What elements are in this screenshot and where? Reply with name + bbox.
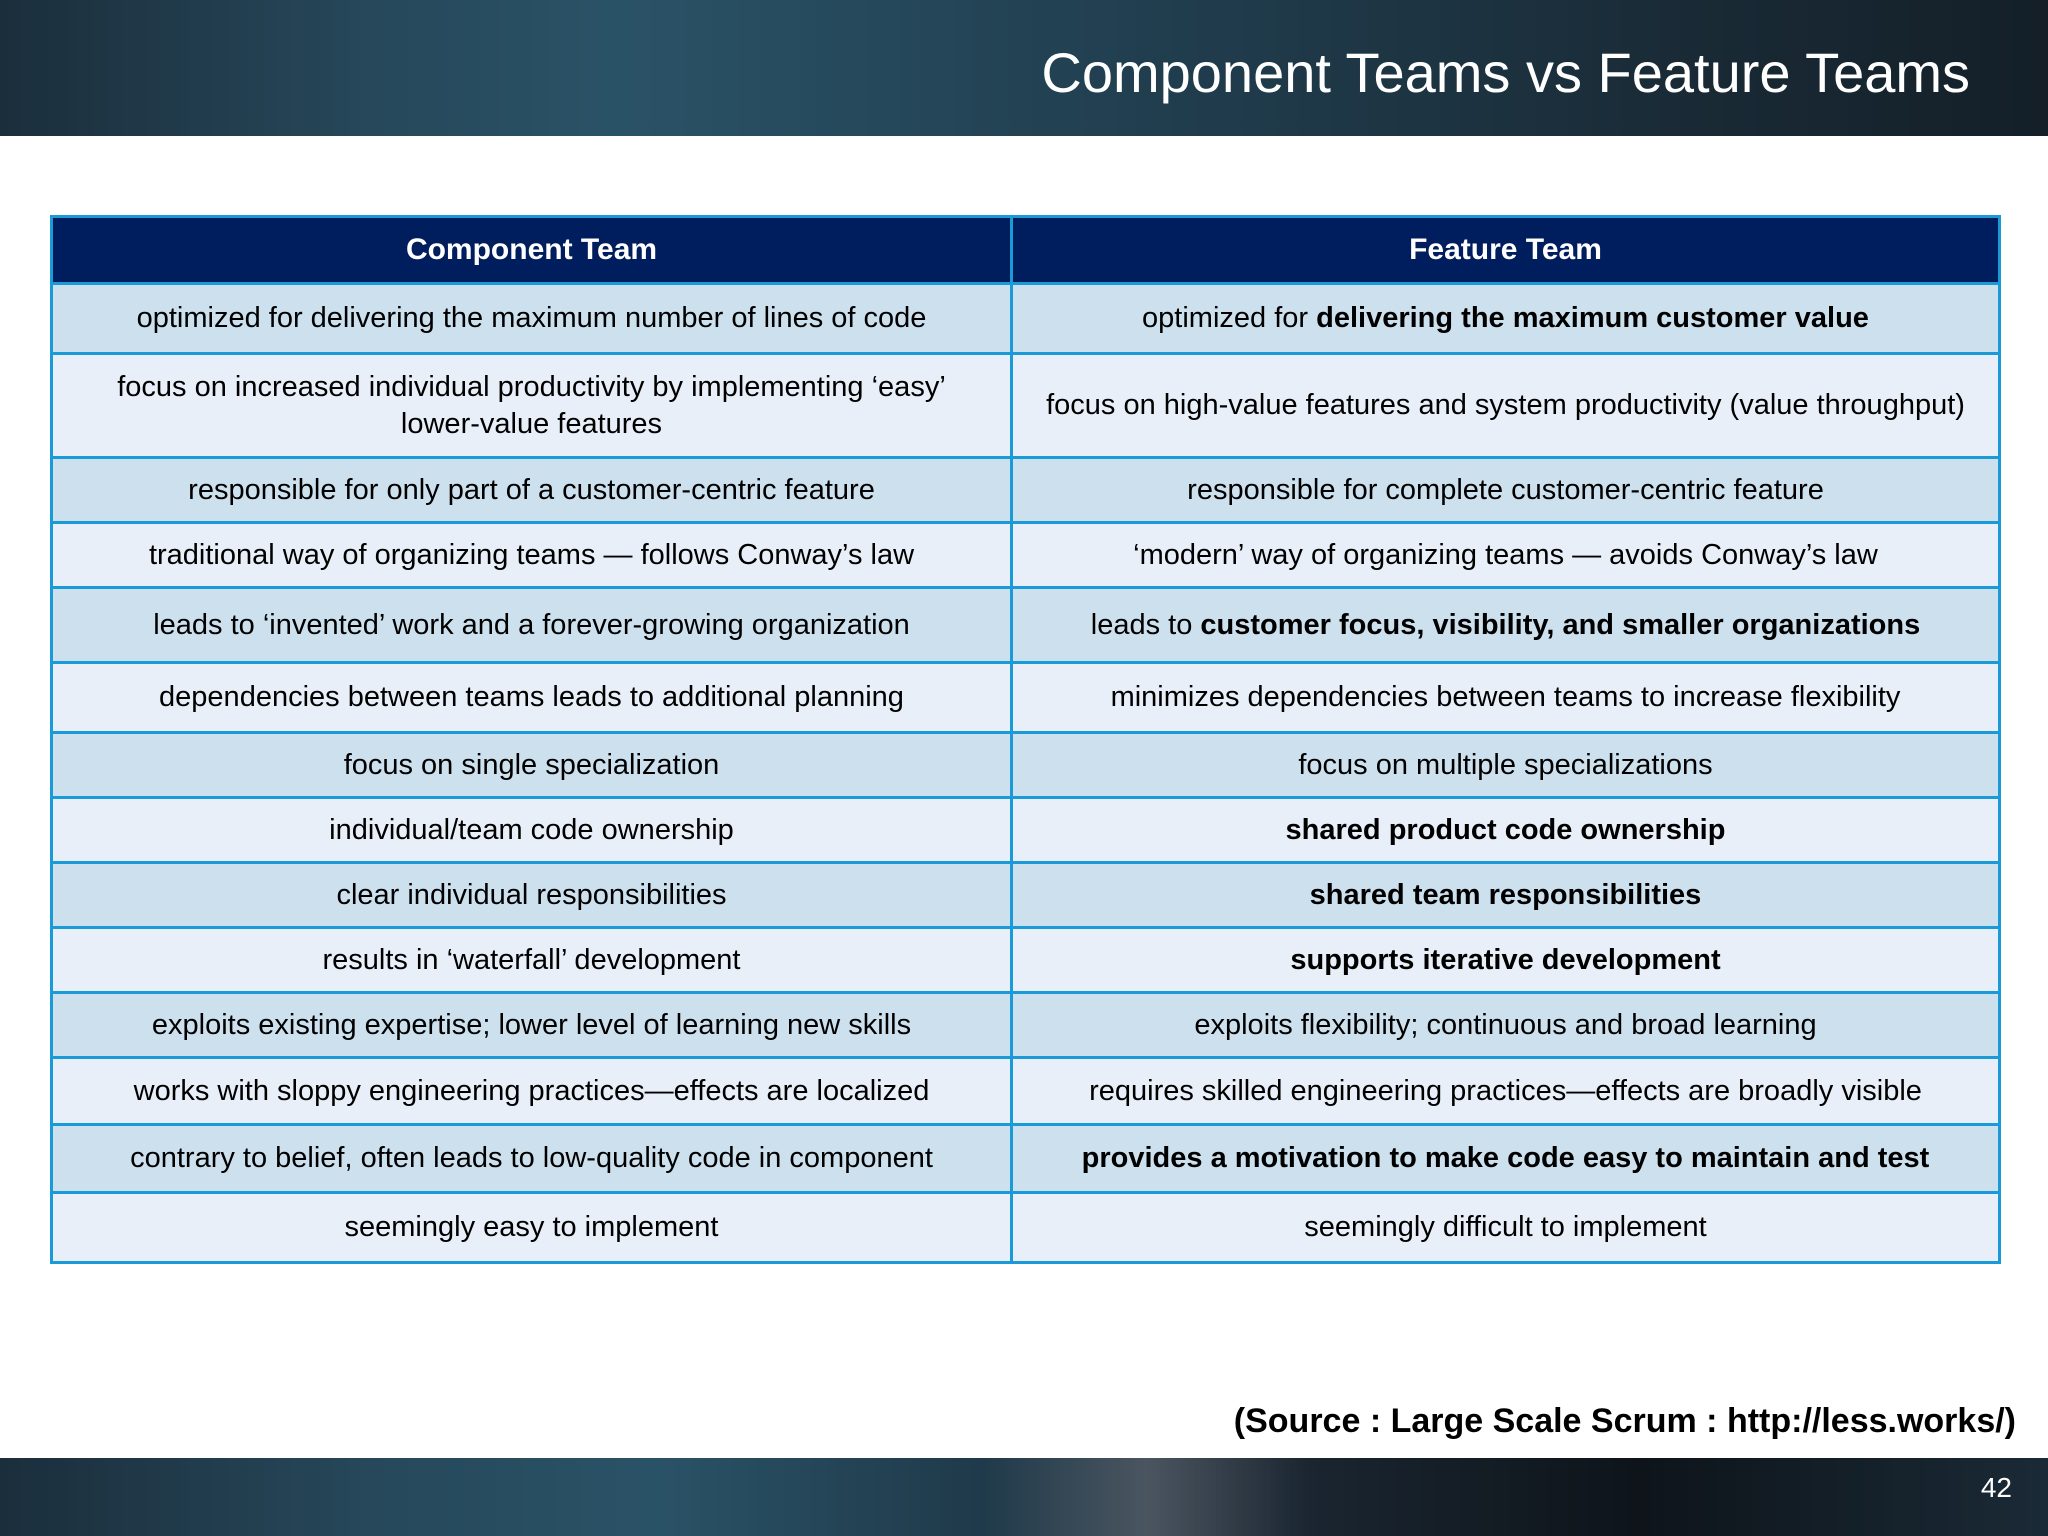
cell-text: contrary to belief, often leads to low-quality code in component (130, 1142, 933, 1174)
cell-text: focus on single specialization (343, 748, 720, 781)
cell-text: requires skilled engineering practices—effects are broadly visible (1089, 1074, 1922, 1107)
page-number: 42 (1980, 1472, 2012, 1503)
cell-feature-team (1012, 458, 2000, 523)
cell-feature-team (1012, 993, 2000, 1058)
cell-text-bold: customer focus, visibility, and smaller organizations (1200, 608, 1921, 641)
table-row (52, 588, 2000, 663)
table-row (52, 993, 2000, 1058)
table-body (52, 284, 2000, 1263)
cell-feature-team (1012, 354, 2000, 458)
column-header-feature-team: Feature Team (1012, 217, 2000, 284)
cell-feature-team (1012, 588, 2000, 663)
cell-text: responsible for complete customer-centric feature (1187, 473, 1824, 506)
cell-text: responsible for only part of a customer-centric feature (188, 473, 875, 506)
cell-text-bold: delivering the maximum customer value (1316, 302, 1869, 334)
cell-text: optimized for delivering the maximum number of lines of code (136, 302, 927, 334)
cell-text: individual/team code ownership (329, 813, 734, 846)
cell-feature-team (1012, 798, 2000, 863)
cell-component-team (52, 863, 1012, 928)
source-citation: (Source : Large Scale Scrum : http://less.works/) (1233, 1402, 2016, 1440)
comparison-table-container (50, 215, 1998, 1264)
cell-text: clear individual responsibilities (336, 878, 727, 911)
cell-component-team (52, 588, 1012, 663)
table-row (52, 354, 2000, 458)
cell-feature-team (1012, 928, 2000, 993)
cell-feature-team (1012, 1125, 2000, 1193)
cell-text: minimizes dependencies between teams to increase flexibility (1110, 681, 1901, 713)
cell-component-team (52, 733, 1012, 798)
cell-component-team (52, 354, 1012, 458)
cell-text: focus on multiple specializations (1298, 748, 1713, 781)
cell-feature-team (1012, 1193, 2000, 1263)
cell-feature-team (1012, 663, 2000, 733)
cell-text-bold: shared product code ownership (1285, 813, 1726, 846)
cell-component-team (52, 663, 1012, 733)
footer-banner (0, 1458, 2048, 1536)
cell-component-team (52, 1193, 1012, 1263)
column-header-component-team: Component Team (52, 217, 1012, 284)
cell-component-team (52, 798, 1012, 863)
table-row (52, 1058, 2000, 1125)
table-row (52, 733, 2000, 798)
header-banner (0, 0, 2048, 136)
cell-component-team (52, 1125, 1012, 1193)
cell-text: ‘modern’ way of organizing teams — avoids Conway’s law (1133, 538, 1878, 571)
cell-text: seemingly difficult to implement (1304, 1211, 1707, 1243)
cell-text: leads to (1090, 608, 1201, 641)
cell-text: seemingly easy to implement (344, 1211, 719, 1243)
cell-text: exploits existing expertise; lower level of learning new skills (151, 1008, 912, 1041)
table-row (52, 284, 2000, 354)
table-row (52, 1193, 2000, 1263)
table-row (52, 1125, 2000, 1193)
cell-component-team (52, 1058, 1012, 1125)
cell-feature-team (1012, 523, 2000, 588)
cell-component-team (52, 458, 1012, 523)
cell-text-bold: supports iterative development (1290, 943, 1721, 976)
table-header-row (52, 217, 2000, 284)
cell-feature-team (1012, 863, 2000, 928)
slide-title: Component Teams vs Feature Teams (1041, 41, 1970, 104)
cell-feature-team (1012, 733, 2000, 798)
table-row (52, 928, 2000, 993)
cell-text: exploits flexibility; continuous and broad learning (1194, 1008, 1817, 1041)
cell-text: traditional way of organizing teams — follows Conway’s law (148, 538, 915, 571)
table-row (52, 663, 2000, 733)
table-row (52, 798, 2000, 863)
cell-text: works with sloppy engineering practices—effects are localized (133, 1074, 930, 1107)
comparison-table (50, 215, 2001, 1264)
cell-text: dependencies between teams leads to additional planning (159, 681, 904, 713)
cell-text-bold: shared team responsibilities (1309, 878, 1702, 911)
cell-text: focus on increased individual productivity by implementing ‘easy’ lower-value features (117, 370, 946, 440)
cell-feature-team (1012, 284, 2000, 354)
cell-feature-team (1012, 1058, 2000, 1125)
cell-component-team (52, 993, 1012, 1058)
cell-text: focus on high-value features and system productivity (value throughput) (1046, 389, 1965, 421)
cell-component-team (52, 928, 1012, 993)
cell-component-team (52, 523, 1012, 588)
cell-text-bold: provides a motivation to make code easy to maintain and test (1081, 1142, 1930, 1174)
table-row (52, 863, 2000, 928)
cell-text: leads to ‘invented’ work and a forever-growing organization (153, 608, 910, 641)
table-row (52, 458, 2000, 523)
cell-text: results in ‘waterfall’ development (322, 943, 741, 976)
cell-component-team (52, 284, 1012, 354)
cell-text: optimized for (1142, 302, 1317, 334)
table-row (52, 523, 2000, 588)
